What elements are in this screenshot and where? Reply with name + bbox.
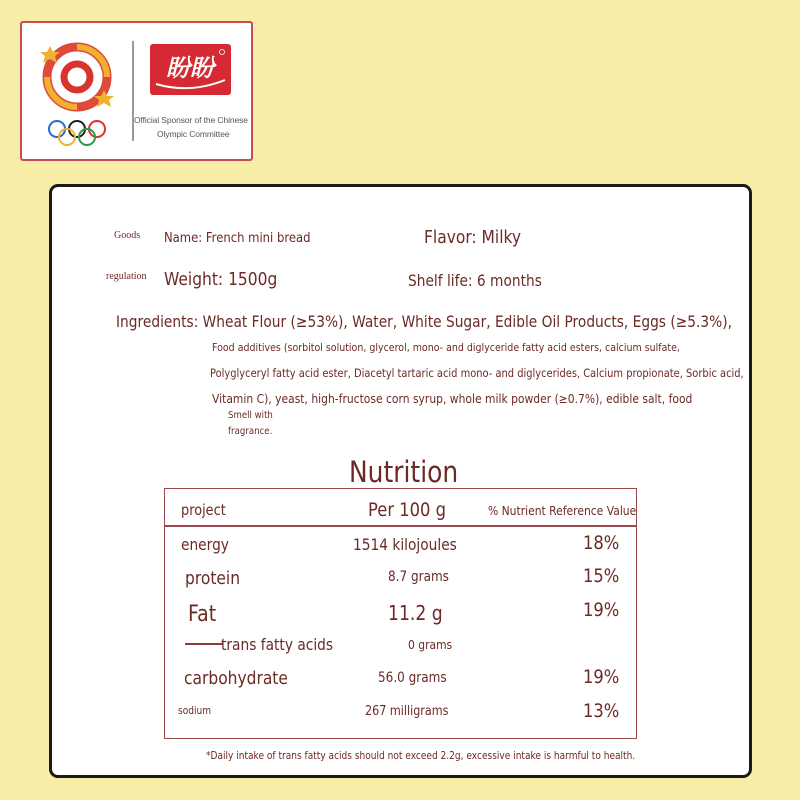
row-nrv: 15% <box>583 565 620 587</box>
ingredients-line-5: Smell with <box>228 410 273 421</box>
product-flavor: Flavor: Milky <box>424 227 522 248</box>
goods-tag: Goods <box>114 230 141 241</box>
row-amount: 267 milligrams <box>365 704 449 719</box>
product-weight: Weight: 1500g <box>164 269 278 290</box>
trans-fat-indent-dash <box>185 643 223 645</box>
row-nrv: 18% <box>583 532 620 554</box>
row-nrv: 13% <box>583 700 620 722</box>
header-nrv: % Nutrient Reference Value <box>488 503 637 518</box>
header-project: project <box>181 501 226 519</box>
row-amount: 56.0 grams <box>378 670 447 686</box>
logo-divider <box>132 41 134 141</box>
row-amount: 8.7 grams <box>388 569 449 585</box>
row-amount: 11.2 g <box>388 601 443 625</box>
row-amount: 0 grams <box>408 637 453 652</box>
product-name: Name: French mini bread <box>164 230 311 246</box>
ingredients-line-4: Vitamin C), yeast, high-fructose corn syrup, whole milk powder (≥0.7%), edible salt, food <box>212 391 693 406</box>
row-nrv: 19% <box>583 599 620 621</box>
product-shelf-life: Shelf life: 6 months <box>408 271 542 290</box>
row-name: Fat <box>188 602 217 627</box>
row-nrv: 19% <box>583 666 620 688</box>
row-name: carbohydrate <box>184 668 288 689</box>
row-name: protein <box>185 568 241 589</box>
sponsor-logo-card <box>20 21 253 161</box>
ingredients-line-6: fragrance. <box>228 426 273 437</box>
chinese-olympic-committee-emblem <box>40 40 114 148</box>
sponsor-text-line2: Olympic Committee <box>157 129 230 139</box>
row-amount: 1514 kilojoules <box>353 535 457 554</box>
row-name: trans fatty acids <box>221 635 334 654</box>
header-per-100g: Per 100 g <box>368 499 446 521</box>
nutrition-title: Nutrition <box>349 455 459 489</box>
panpan-brand-logo <box>150 44 231 95</box>
sponsor-text-line1: Official Sponsor of the Chinese <box>134 115 248 125</box>
trans-fat-footnote: *Daily intake of trans fatty acids should not exceed 2.2g, excessive intake is harmful to health. <box>206 750 636 762</box>
table-header-divider <box>165 525 636 527</box>
ingredients-line-1: Ingredients: Wheat Flour (≥53%), Water, White Sugar, Edible Oil Products, Eggs (≥5.3%), <box>116 312 732 331</box>
svg-text:盼盼: 盼盼 <box>166 54 214 82</box>
row-name: energy <box>181 535 229 554</box>
regulation-tag: regulation <box>106 271 147 282</box>
ingredients-line-3: Polyglyceryl fatty acid ester, Diacetyl tartaric acid mono- and diglycerides, Calcium propionate, Sorbic acid, <box>210 366 744 380</box>
row-name: sodium <box>178 705 212 717</box>
ingredients-line-2: Food additives (sorbitol solution, glycerol, mono- and diglyceride fatty acid esters, calcium sulfate, <box>212 341 680 354</box>
